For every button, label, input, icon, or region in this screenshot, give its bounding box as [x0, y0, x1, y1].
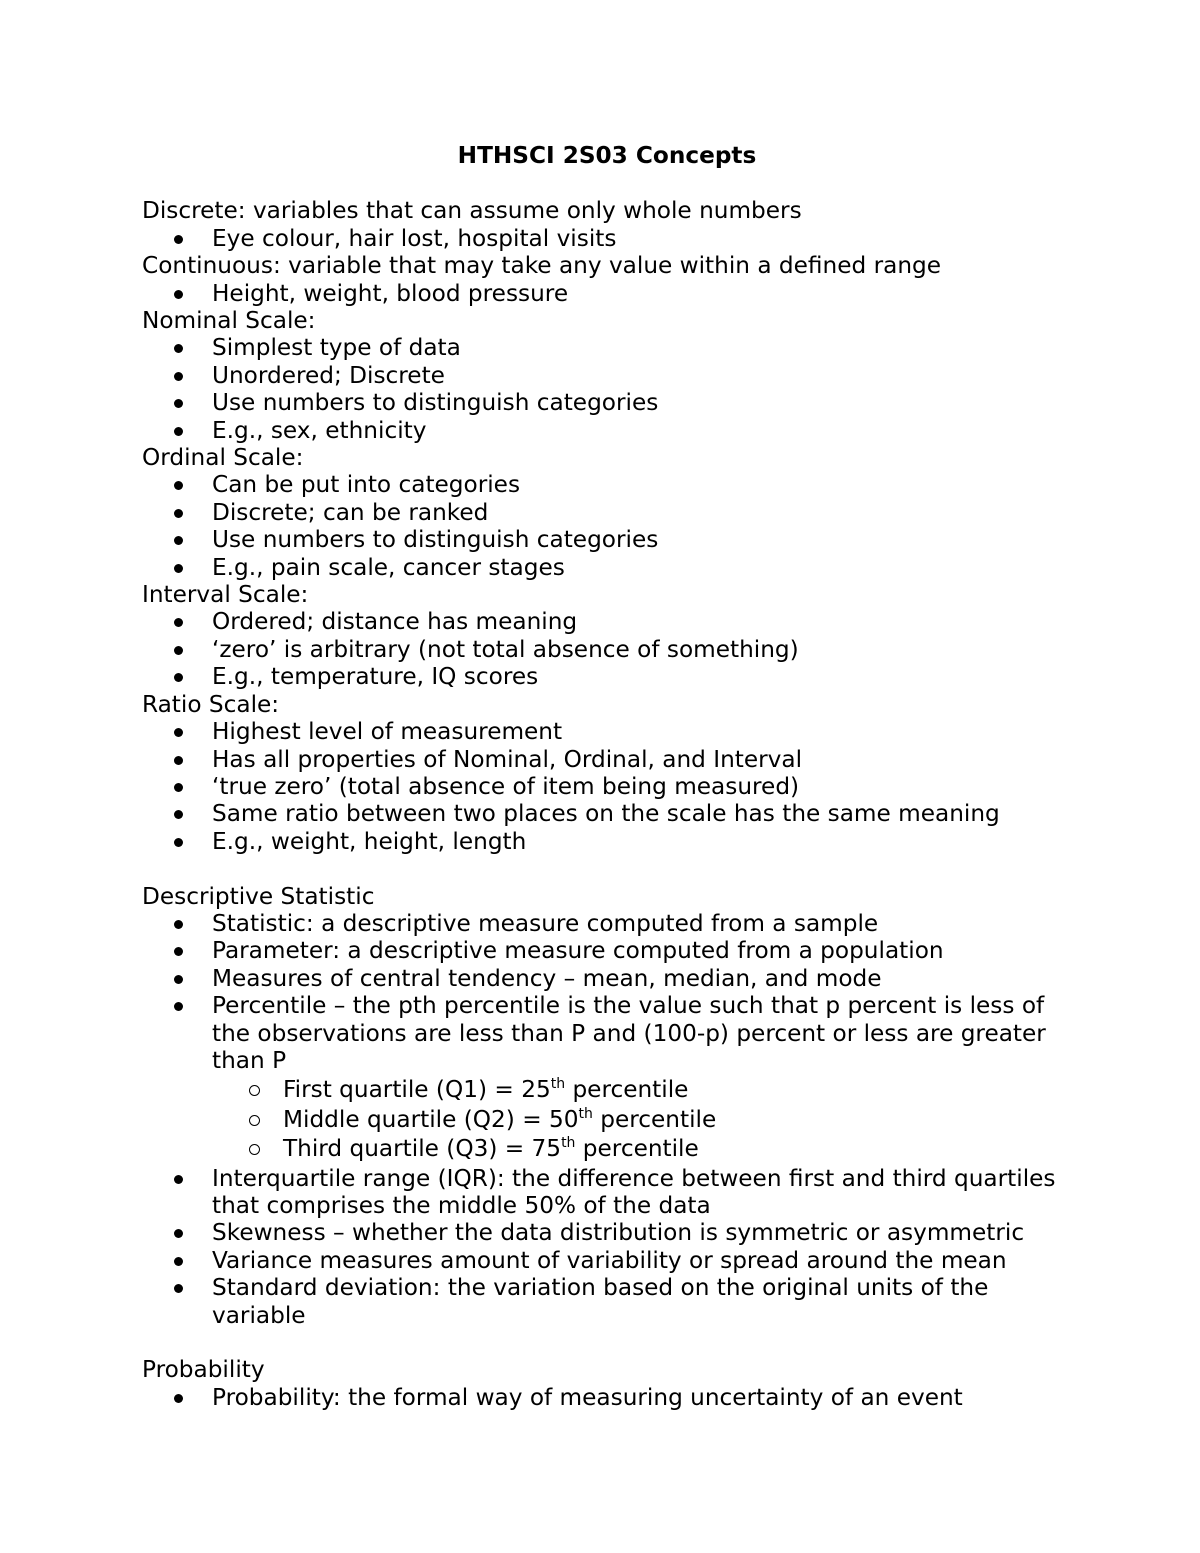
- ordinal-scale-list: [142, 471, 1072, 581]
- quartile-item: [142, 1106, 1072, 1133]
- nominal-scale-list: [142, 334, 1072, 444]
- ratio-scale-heading: Ratio Scale:: [142, 690, 280, 718]
- nominal-scale-heading: Nominal Scale:: [142, 307, 316, 335]
- interval-scale-list: [142, 608, 1072, 690]
- ordinal-suffix: th: [561, 1135, 576, 1152]
- list-item: ‘zero’ is arbitrary (not total absence of something): [142, 636, 1072, 663]
- list-item: Variance measures amount of variability or spread around the mean: [142, 1247, 1072, 1274]
- document-body: [142, 141, 1072, 1411]
- descriptive-statistic-list-continued: [142, 1165, 1072, 1329]
- quartile-item: [142, 1135, 1072, 1162]
- list-item: E.g., sex, ethnicity: [142, 417, 1072, 444]
- continuous-heading: Continuous: variable that may take any value within a defined range: [142, 252, 941, 280]
- list-item: Standard deviation: the variation based on the original units of the variable: [142, 1274, 1072, 1329]
- list-item: E.g., pain scale, cancer stages: [142, 554, 1072, 581]
- descriptive-statistic-heading: Descriptive Statistic: [142, 882, 375, 910]
- interval-scale-heading: Interval Scale:: [142, 581, 309, 609]
- ordinal-suffix: th: [550, 1076, 566, 1093]
- descriptive-statistic-list: [142, 910, 1072, 1074]
- list-item: Eye colour, hair lost, hospital visits: [142, 225, 1072, 252]
- list-item: ‘true zero’ (total absence of item being measured): [142, 773, 1072, 800]
- list-item: Highest level of measurement: [142, 718, 1072, 745]
- list-item: Discrete; can be ranked: [142, 499, 1072, 526]
- discrete-heading: Discrete: variables that can assume only whole numbers: [142, 197, 802, 225]
- ordinal-scale-heading: Ordinal Scale:: [142, 444, 304, 472]
- list-item: Interquartile range (IQR): the difference between first and third quartiles that comprises the middle 50% of the data: [142, 1165, 1072, 1220]
- list-item: Has all properties of Nominal, Ordinal, and Interval: [142, 746, 1072, 773]
- list-item: Skewness – whether the data distribution is symmetric or asymmetric: [142, 1219, 1072, 1246]
- ordinal-suffix: th: [578, 1105, 593, 1122]
- quartile-text: Third quartile (Q3) = 75: [283, 1135, 562, 1163]
- list-item: E.g., weight, height, length: [142, 828, 1072, 855]
- probability-list: [142, 1384, 1072, 1411]
- list-item: Height, weight, blood pressure: [142, 280, 1072, 307]
- discrete-list: [142, 225, 1072, 252]
- list-item: Same ratio between two places on the scale has the same meaning: [142, 800, 1072, 827]
- list-item: Use numbers to distinguish categories: [142, 389, 1072, 416]
- quartile-sublist: [142, 1076, 1072, 1162]
- list-item: Unordered; Discrete: [142, 362, 1072, 389]
- list-item: E.g., temperature, IQ scores: [142, 663, 1072, 690]
- quartile-text: First quartile (Q1) = 25: [283, 1076, 551, 1104]
- document-title: HTHSCI 2S03 Concepts: [457, 142, 757, 169]
- list-item: Use numbers to distinguish categories: [142, 526, 1072, 553]
- quartile-text: Middle quartile (Q2) = 50: [283, 1105, 579, 1133]
- quartile-text-end: percentile: [565, 1076, 689, 1104]
- list-item: Ordered; distance has meaning: [142, 608, 1072, 635]
- continuous-list: [142, 280, 1072, 307]
- list-item: Percentile – the pth percentile is the value such that p percent is less of the observations are less than P and (100-p) percent or less are greater than P: [142, 992, 1072, 1074]
- list-item: Parameter: a descriptive measure computed from a population: [142, 937, 1072, 964]
- quartile-text-end: percentile: [592, 1105, 717, 1133]
- list-item: Measures of central tendency – mean, median, and mode: [142, 965, 1072, 992]
- list-item: Probability: the formal way of measuring uncertainty of an event: [142, 1384, 1072, 1411]
- quartile-item: [142, 1076, 1072, 1103]
- probability-heading: Probability: [142, 1356, 265, 1384]
- quartile-text-end: percentile: [575, 1135, 699, 1163]
- list-item: Simplest type of data: [142, 334, 1072, 361]
- ratio-scale-list: [142, 718, 1072, 855]
- list-item: Can be put into categories: [142, 471, 1072, 498]
- list-item: Statistic: a descriptive measure computed from a sample: [142, 910, 1072, 937]
